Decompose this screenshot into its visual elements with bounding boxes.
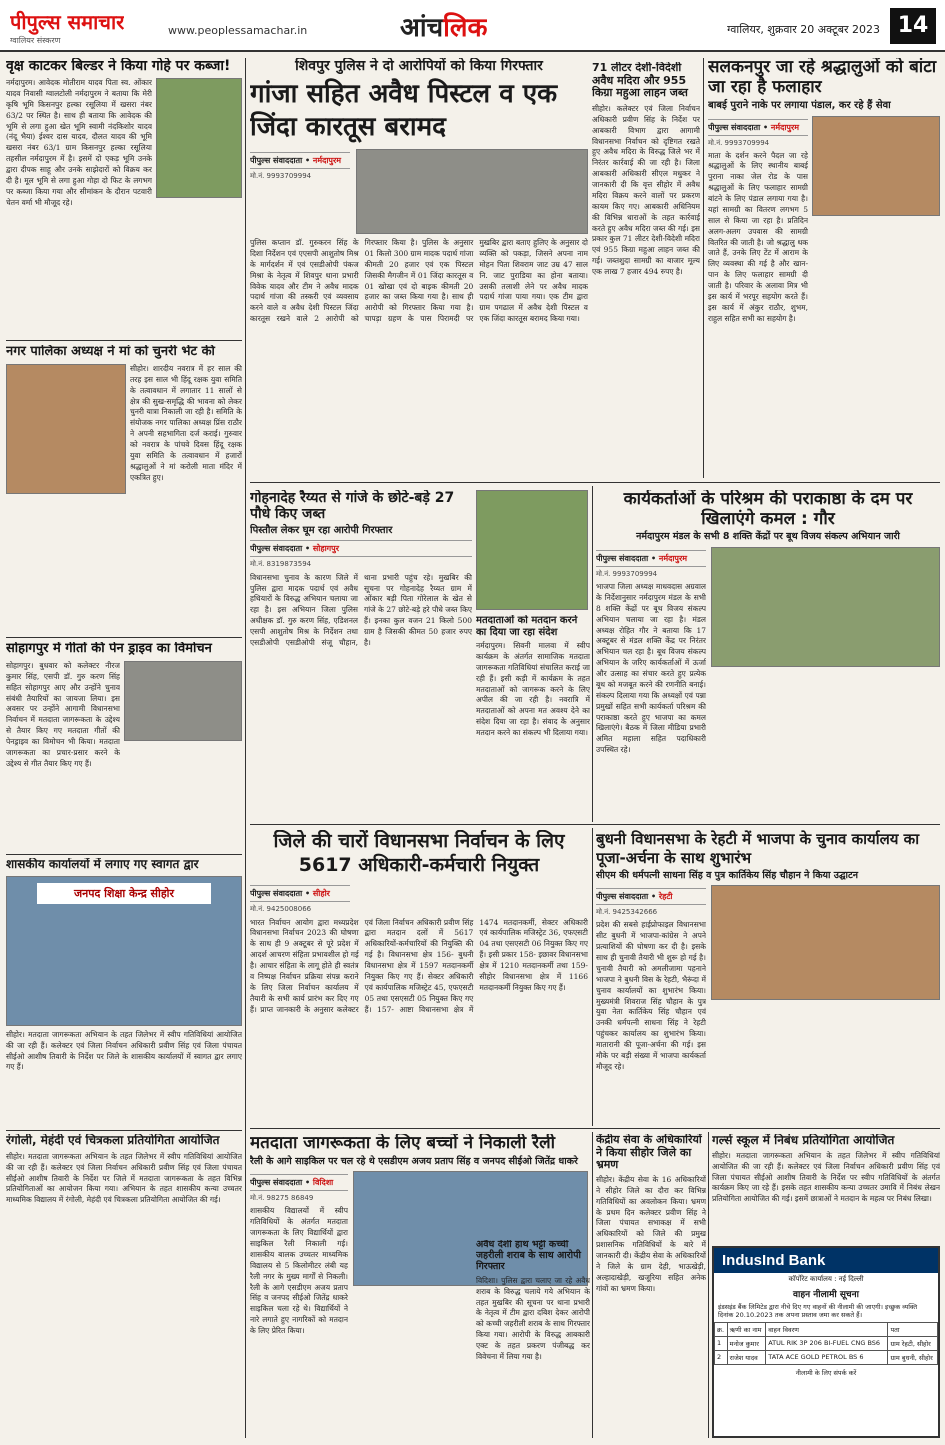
story-body: सीहोर। केंद्रीय सेवा के 16 अधिकारियों ने सीहोर जिले का दौरा कर विभिन्न गतिविधियों का अवलोकन किया। भ्रमण के प्रथम दिन कलेक्टर प्रवीण सिंह ने जिला पंचायत सभाकक्ष में सभी अधिकारियों को जिले की प्रमुख प्रशासनिक गतिविधियों के बारे में जानकारी दी। केंद्रीय सेवा के अधिकारियों ने जिले के ग्राम देही, भाऊखेड़ी, अल्हादाखेड़ी, खजूरिया सहित अनेक गांवों का भ्रमण किया।	[596, 1174, 706, 1293]
procession-photo	[6, 364, 126, 494]
lead-title: गांजा सहित अवैध पिस्टल व एक जिंदा कारतूस बरामद	[250, 79, 558, 142]
story-workers	[596, 490, 940, 822]
story-chunari	[6, 345, 242, 635]
story-title: बुधनी विधानसभा के रेहटी में भाजपा के चुनाव कार्यालय का पूजा-अर्चना के साथ शुभारंभ	[596, 830, 920, 867]
story-essay	[712, 1134, 940, 1244]
divider	[6, 1130, 242, 1131]
story-title: जिले की चारों विधानसभा निर्वाचन के लिए 5617 अधिकारी-कर्मचारी नियुक्त	[273, 830, 565, 876]
story-liquor-seized	[592, 62, 700, 482]
table-row: 2 राजेश यादव TATA ACE GOLD PETROL BS 6 ग्राम बुधनी, सीहोर	[715, 1350, 938, 1364]
story-title: कार्यकर्ताओं के परिश्रम की पराकाष्ठा के दम पर खिलाएंगे कमल : गौर	[623, 490, 913, 529]
mobile-number: मो.नं. 98275 86849	[250, 1194, 314, 1203]
story-pendrive	[6, 642, 242, 852]
story-body: प्रदेश की सबसे हाईप्रोफाइल विधानसभा सीट बुधनी में भाजपा-कांग्रेस ने अपने प्रत्याशियों की घोषणा कर दी है। इसके साथ ही चुनावी तैयारी भी शुरू हो गई है। चुनावी तैयारी को अमलीजामा पहनाने भाजपा ने बुधनी विस के रेहटी, भैरूंदा में चुनाव कार्यालयों का शुभारंभ किया। मुख्यमंत्री शिवराज सिंह चौहान के पुत्र युवा नेता कार्तिकेय सिंह चौहान एवं उनकी धर्मपत्नी साधना सिंह ने रेहटी पहुंचकर कार्यालय का शुभारंभ किया। मातारानी की पूजा-अर्चना की गई। इस मौके पर बड़ी संख्या में भाजपा कार्यकर्ता मौजूद रहे।	[596, 920, 706, 1071]
column-rule	[245, 58, 246, 1438]
story-rangoli	[6, 1134, 242, 1439]
section-title-a: आंच	[400, 13, 444, 43]
story-title: गोहनादेह रैय्यत से गांजे के छोटे-बड़े 27 पौधे किए जब्त	[250, 490, 455, 523]
lead-kicker: शिवपुर पुलिस ने दो आरोपियों को किया गिरफ्तार	[295, 58, 543, 74]
story-body: भारत निर्वाचन आयोग द्वारा मध्यप्रदेश विधानसभा निर्वाचन 2023 की घोषणा के साथ ही 9 अक्टूबर से पूरे प्रदेश में आदर्श आचरण संहिता प्रभावशील हो गई है। आचार संहिता के लागू होते ही स्वतंत्र व निष्पक्ष निर्वाचन प्रक्रिया संपन्न कराने के लिए जिला निर्वाचन कार्यालय में तैयारी के सभी कार्य प्रारंभ कर दिए गए हैं। प्राप्त जानकारी के अनुसार कलेक्टर एवं जिला निर्वाचन अधिकारी प्रवीण सिंह द्वारा मतदान दलों में 5617 अधिकारियों-कर्मचारियों की नियुक्ति की गई है। विधानसभा क्षेत्र 156- बुधनी विधानसभा क्षेत्र में 1597 मतदानकर्मी नियुक्त किए गए हैं। सेक्टर अधिकारी एवं कार्यपालिक मजिस्ट्रेट 45, एफएसटी 05 तथा एसएसटी 05 नियुक्त किए गए हैं। 157- आष्टा विधानसभा क्षेत्र में 1474 मतदानकर्मी, सेक्टर अधिकारी एवं कार्यपालिक मजिस्ट्रेट 36, एफएसटी 04 तथा एसएसटी 06 नियुक्त किए गए हैं। इसी प्रकार 158- इछावर विधानसभा क्षेत्र में 1210 मतदानकर्मी तथा 159- सीहोर विधानसभा क्षेत्र में 1166 मतदानकर्मी नियुक्त किए गए हैं।	[250, 917, 588, 1014]
story-body: सीहोर। मतदाता जागरूकता अभियान के तहत जिलेभर में स्वीप गतिविधियां आयोजित की जा रही हैं। कलेक्टर एवं जिला निर्वाचन अधिकारी प्रवीण सिंह एवं जिला पंचायत सीईओ आशीष तिवारी के निर्देश पर जिले में मतदाता जागरूकता के तहत विभिन्न प्रतियोगिताओं का आयोजन किया गया। अभियान के तहत शासकीय कन्या उच्चतर माध्यमिक विद्यालय में रंगोली, मेहंदी एवं चित्रकला प्रतियोगिता आयोजित की गई।	[6, 1151, 242, 1205]
pandal-photo	[812, 116, 940, 216]
column-rule	[708, 1132, 709, 1438]
officials-photo	[124, 661, 242, 741]
seized-plants-photo	[476, 490, 588, 610]
story-subtitle: सीएम की धर्मपत्नी साधना सिंह व पुत्र कार्तिकेय सिंह चौहान ने किया उद्घाटन	[596, 869, 859, 881]
divider	[250, 824, 940, 825]
bank-branch: कॉर्पोरेट कार्यालय : नई दिल्ली	[788, 1275, 864, 1283]
column-rule	[592, 1132, 593, 1438]
byline: पीपुल्स संवाददाता • सीहोर	[250, 885, 350, 902]
story-body: सीहोर। मतदाता जागरूकता अभियान के तहत जिलेभर में स्वीप गतिविधियां आयोजित की जा रही हैं। कलेक्टर एवं जिला निर्वाचन अधिकारी प्रवीण सिंह एवं जिला पंचायत सीईओ आशीष तिवारी के निर्देश पर जिले के शासकीय कार्यालयों में स्वागत द्वार लगाए गए हैं।	[6, 1029, 242, 1072]
story-title: शासकीय कार्यालयों में लगाए गए स्वागत द्वार	[6, 858, 199, 871]
logo-text: पीपुल्स समाचार	[10, 10, 125, 34]
story-body: नर्मदापुरम। सिवनी मालवा में स्वीप कार्यक्रम के अंतर्गत सामाजिक मतदाता जागरूकता गतिविधियां संचालित कराई जा रही हैं। इसी कड़ी में कार्यक्रम के तहत मतदाताओं को जागरूक करने के लिए अपील की जा रही है। नवरात्रि में मतदाताओं को अपना मत अवश्य देने का संदेश दिया जा रहा है। संवाद के अनुसार मतदान करने का संकल्प भी दिलाया गया।	[476, 641, 590, 737]
lead-story	[250, 58, 588, 478]
story-subtitle: बाबई पुराने नाके पर लगाया पंडाल, कर रहे हैं सेवा	[708, 100, 891, 112]
divider	[250, 482, 940, 483]
logo-subtitle: ग्वालियर संस्करण	[10, 36, 61, 45]
byline: पीपुल्स संवाददाता • नर्मदापुरम	[596, 550, 706, 567]
divider	[6, 340, 242, 341]
story-voters-message	[476, 615, 590, 820]
story-gates	[6, 858, 242, 1128]
page-number: 14	[890, 8, 936, 44]
column-rule	[592, 828, 593, 1126]
byline: पीपुल्स संवाददाता • विदिशा	[250, 1174, 348, 1191]
arrested-accused-photo	[356, 149, 588, 234]
story-body: सीहोर। कलेक्टर एवं जिला निर्वाचन अधिकारी प्रवीण सिंह के निर्देश पर आबकारी विभाग द्वारा आगामी विधानसभा निर्वाचन को दृष्टिगत रखते हुए अवैध मदिरा के विरुद्ध जिले भर में निरंतर कार्रवाई की जा रही है। जिला आबकारी अधिकारी सीएल मधुकर ने जानकारी दी कि वृत्त सीहोर में अवैध मदिरा विक्रय करने वालों पर प्रकरण कायम किए गए। आबकारी अधिनियम की विभिन्न धाराओं के तहत कार्रवाई करते हुए अवैध मदिरा जब्त की गई। इस प्रकार कुल 71 लीटर देशी-विदेशी मदिरा एवं 955 किग्रा महुआ लाहन जब्त की गई। जब्तशुदा सामग्री का बाजार मूल्य एक लाख 7 हजार 494 रुपए है।	[592, 103, 700, 277]
auction-table	[714, 1322, 938, 1365]
story-title: अवैध देशी हाथ भट्टी कच्ची जहरीली शराब के साथ आरोपी गिरफ्तार	[476, 1240, 581, 1272]
mobile-number: मो.नं. 9993709994	[596, 570, 658, 579]
story-title: मतदाताओं को मतदान करने का दिया जा रहा संदेश	[476, 615, 578, 638]
column-rule	[592, 486, 593, 822]
notice-footer: नीलामी के लिए संपर्क करें	[795, 1368, 857, 1377]
story-body: विधानसभा चुनाव के कारण जिले में पुलिस द्वारा मादक पदार्थ एवं अवैध हथियारों के विरुद्ध अभियान चलाया जा रहा है। इस अभियान जिला पुलिस अधीक्षक डॉ. गुरु करण सिंह, एडिशनल एसपी आशुतोष मिश्र के निर्देशन तथा एसडीओपी एसडीओपी संजू चौहान, थाना प्रभारी पहुंच रहे। मुखबिर की सूचना पर गोहनादेह रैय्यत ग्राम में ओंकार बड़ी पिता गोरेलाल के खेत से गांजे के 27 छोटे-बड़े हरे पौधे जब्त किए हैं। इनका कुल वजन 21 किलो 500 ग्राम है जिसकी कीमत 50 हजार रुपए है।	[250, 572, 472, 647]
table-header: क्र. ऋणी का नाम वाहन विवरण पता	[715, 1322, 938, 1336]
byline: पीपुल्स संवाददाता • रेहटी	[596, 888, 706, 905]
story-title: नगर पालिका अध्यक्ष ने मां को चुनरी भेंट की	[6, 345, 215, 359]
mobile-number: मो.नं. 9993709994	[708, 138, 770, 147]
story-body: भाजपा जिला अध्यक्ष माधवदास अग्रवाल के निर्देशानुसार नर्मदापुरम मंडल के सभी 8 शक्ति केंद्रों पर बूथ विजय संकल्प अभियान चलाया जा रहा है। मंडल अध्यक्ष रोहित गौर ने बताया कि 17 अक्टूबर से मंडल शक्ति केंद्र पर निरंतर अभियान चल रहा है। बूथ विजय संकल्प अभियान के जरिए कार्यकर्ताओं में ऊर्जा और उत्साह का संचार करते हुए प्रत्येक बूथ को मजबूत करने की रणनीति बनाई। संकल्प दिलाया गया कि अध्यक्षों एवं पन्ना प्रमुखों सहित सभी कार्यकर्ता परिश्रम की पराकाष्ठा करते हुए भाजपा का कमल खिलाएंगे। बैठक में जिला मीडिया प्रभारी अमित महाला सहित पदाधिकारी उपस्थित रहे।	[596, 582, 706, 755]
story-central-officers	[596, 1134, 706, 1439]
story-body: माता के दर्शन करने पैदल जा रहे श्रद्धालुओं के लिए स्थानीय बाबई पुराना नाका जेल रोड के पास श्रद्धालुओं के लिए फलाहार सामग्री बांटने के लिए पंडाल लगाया गया है। यहां सामग्री का वितरण लगभग 5 साल से किया जा रहा है। प्रतिदिन अलग-अलग उपवास की सामग्री वितरित की जाती है। जो श्रद्धालु थक जाते हैं, उनके लिए टेंट में आराम के लिए व्यवस्था की गई है और खान-पान के लिए फलाहार सामग्री दी जाती है। परिवार के अलावा मित्र भी इस कार्य में भरपूर सहयोग करते हैं। इस कार्य में अंकुर राठौर, शुभम, राहुल सहित सभी का सहयोग है।	[708, 150, 808, 323]
mobile-number: मो.नं. 9993709994	[250, 172, 312, 181]
story-title: मतदाता जागरूकता के लिए बच्चों ने निकाली रैली	[250, 1134, 555, 1153]
story-title: रंगोली, मेहंदी एवं चित्रकला प्रतियोगिता आयोजित	[6, 1134, 220, 1147]
column-rule	[703, 58, 704, 478]
story-title: सोहागपुर में गीतों की पेन ड्राइव का विमोचन	[6, 642, 212, 656]
divider	[6, 637, 242, 638]
section-title	[400, 8, 487, 44]
lead-body: पुलिस कप्तान डॉ. गुरुकरन सिंह के दिशा निर्देशन एवं एएसपी आशुतोष मिश्र के मार्गदर्शन में एवं एसडीओपी पंकज मिश्रा के नेतृत्व में शिवपुर थाना प्रभारी विवेक यादव और टीम ने अवैध मादक पदार्थ गांजा की तस्करी एवं व्यवसाय करने वाले व अवैध देशी पिस्टल जिंदा कारतूस रखने वाले 2 आरोपी को गिरफ्तार किया है। पुलिस के अनुसार 01 किलो 300 ग्राम मादक पदार्थ गांजा कीमती 20 हजार एवं एक पिस्टल जिसकी मैगजीन में 01 जिंदा कारतूस व 01 खोखा एवं दो बाइक कीमती 20 हजार का जब्त किया गया है। साथ ही आरोपी को गिरफ्तार किया गया है। चापड़ा ग्रहण के पास पिरामदी पर मुखबिर द्वारा बताए हुलिए के अनुसार दो व्यक्ति को पकड़ा, जिसने अपना नाम मोहन पिता शिवराम जाट उम्र 47 साल नि. जाट पुराडिया का होना बताया। उसकी तलाशी लेने पर अवैध मादक पदार्थ गांजा पाया गया। एक टीम द्वारा ग्राम पगढाल में अवैध देशी पिस्टल व एक जिंदा कारतूस बरामद किया गया।	[250, 238, 588, 324]
divider	[6, 854, 242, 855]
story-body: सीहोर। मतदाता जागरूकता अभियान के तहत जिलेभर में स्वीप गतिविधियां आयोजित की जा रही हैं। कलेक्टर एवं जिला निर्वाचन अधिकारी प्रवीण सिंह एवं जिला पंचायत सीईओ आशीष तिवारी के निर्देश पर स्वीप गतिविधियों के अंतर्गत कार्यक्रम किए जा रहे हैं। इसके तहत शासकीय कन्या उच्चतर उमावि में निबंध लेखन प्रतियोगिता आयोजित की गई। इसमें छात्राओं ने मतदान के महत्व पर निबंध लिखा।	[712, 1150, 940, 1204]
story-salkanpur	[708, 58, 940, 478]
story-title: सलकनपुर जा रहे श्रद्धालुओं को बांटा जा रहा है फलाहार	[708, 58, 937, 97]
story-body: नर्मदापुरम। आवेदक मोतीराम यादव पिता स्व. ओंकार यादव निवासी ग्वालटोली नर्मदापुरम ने बताया कि मेरी कृषि भूमि किसनपुर हल्का रसूलिया में खसरा नंबर 63/2 पर स्थित है। साथ ही बताया कि आवेदक की भूमि से लगा हुआ खेत भूमि स्वामी नंदकिशोर यादव (नंदू भैया) ईश्वर दास यादव, दौलत यादव की भूमि खसरा नंबर 63/1 ग्राम किसनपुर हल्का रसूलिया तहसील नर्मदापुरम में है। इसमें दो एकड़ भूमि उनके द्वारा दीपक साहू और उनके साझेदारों को विक्रय कर दी है। मूल भूमि से लगा हुआ गोहा दो फिट के लगभग पर कब्जा किया गया और सीमांकन के दौरान पटवारी चेतन वर्मा भी मौजूद रहे।	[6, 78, 152, 207]
story-title: वृक्ष काटकर बिल्डर ने किया गोहे पर कब्जा!	[6, 58, 231, 74]
mobile-number: मो.नं. 9425342666	[596, 908, 658, 917]
divider	[250, 1128, 940, 1129]
tree-photo	[156, 78, 242, 198]
story-title: 71 लीटर देशी-विदेशी अवैध मदिरा और 955 किग्रा महुआ लाहन जब्त	[592, 62, 688, 100]
story-subtitle: रैली के आगे साइकिल पर चल रहे थे एसडीएम अजय प्रताप सिंह व जनपद सीईओ जितेंद्र धाकरे	[250, 1155, 578, 1167]
bank-advertisement	[712, 1246, 940, 1438]
story-title: केंद्रीय सेवा के अधिकारियों ने किया सीहोर जिले का भ्रमण	[596, 1134, 702, 1172]
newspaper-logo	[10, 8, 124, 46]
story-body: विदिशा। पुलिस द्वारा चलाए जा रहे अवैध शराब के विरुद्ध चलाये गये अभियान के तहत मुखबिर की सूचना पर थाना प्रभारी के नेतृत्व में टीम द्वारा दबिश देकर आरोपी को कच्ची जहरीली शराब के साथ गिरफ्तार किया गया। आरोपी के विरुद्ध आबकारी एक्ट के तहत प्रकरण पंजीबद्ध कर विवेचना में लिया गया है।	[476, 1275, 590, 1361]
table-row: 1 मनोज कुमार ATUL RIK 3P 206 BI-FUEL CNG BS6 ग्राम रेहटी, सीहोर	[715, 1336, 938, 1350]
section-title-b: लिक	[443, 13, 488, 43]
story-officials	[250, 830, 588, 1125]
gate-banner: जनपद शिक्षा केन्द्र सीहोर	[37, 883, 211, 904]
mobile-number: मो.नं. 9425008066	[250, 904, 312, 913]
website-link[interactable]: www.peoplessamachar.in	[168, 24, 308, 37]
story-liquor-arrest	[476, 1240, 590, 1438]
story-title: गर्ल्स स्कूल में निबंध प्रतियोगिता आयोजित	[712, 1134, 895, 1147]
story-body: सीहोर। शारदीय नवरात्र में हर साल की तरह इस साल भी हिंदू रक्षक युवा समिति के तत्वावधान में लगातार 11 सालों से क्षेत्र की सुख-समृद्धि की भावना को लेकर चुनरी यात्रा निकाली जा रही है। समिति के संयोजक नगर पालिका अध्यक्ष प्रिंस राठौर ने अपनी सहभागिता दर्ज कराई। गुरुवार को नवरात्र के पांचवे दिवस हिंदू रक्षक युवा समिति के तत्वावधान में हजारों श्रद्धालुओं ने मां करोली माता मंदिर में एकत्रित हुए।	[130, 363, 242, 482]
story-builder	[6, 58, 242, 338]
bank-name: IndusInd Bank	[714, 1248, 938, 1273]
story-subtitle: पिस्तौल लेकर घूम रहा आरोपी गिरफ्तार	[250, 525, 393, 537]
byline: पीपुल्स संवाददाता • नर्मदापुरम	[708, 119, 808, 136]
story-body: शासकीय विद्यालयों में स्वीप गतिविधियों के अंतर्गत मतदाता जागरूकता के लिए विद्यार्थियों द्वारा साइकिल रैली निकाली गई। शासकीय बालक उच्चतर माध्यमिक विद्यालय से 5 किलोमीटर लंबी यह रैली नगर के मुख्य मार्गों से निकली। रैली के आगे एसडीएम अजय प्रताप सिंह व जनपद सीईओ जितेंद्र धाकरे साइकिल चला रहे थे। विद्यार्थियों ने नारे लगाते हुए नागरिकों को मतदान के लिए प्रेरित किया।	[250, 1206, 348, 1336]
mobile-number: मो.नं. 8319873594	[250, 559, 312, 568]
story-budhni	[596, 830, 940, 1126]
notice-title: वाहन नीलामी सूचना	[793, 1290, 859, 1300]
story-ganja-plants	[250, 490, 472, 820]
gate-photo	[6, 876, 242, 1026]
byline: पीपुल्स संवाददाता • सोहागपुर	[250, 540, 472, 557]
story-subtitle: नर्मदापुरम मंडल के सभी 8 शक्ति केंद्रों पर बूथ विजय संकल्प अभियान जारी	[636, 531, 900, 543]
story-body: सोहागपुर। बुधवार को कलेक्टर नीरज कुमार सिंह, एसपी डॉ. गुरु करण सिंह सहित सोहागपुर आए और उन्होंने चुनाव संबंधी तैयारियों का जायजा लिया। इस अवसर पर उन्होंने आगामी विधानसभा निर्वाचन में मतदाता जागरूकता के उद्देश्य से तैयार किए गए मतदाता गीतों की पेनड्राइव का विमोचन भी किया। मतदाता जागरूकता का प्रचार-प्रसार करने के उद्देश्य से गीत तैयार किए गए हैं।	[6, 660, 120, 768]
notice-text: इंडसइंड बैंक लिमिटेड द्वारा नीचे दिए गए वाहनों की नीलामी की जाएगी। इच्छुक व्यक्ति दिनांक 20.10.2023 तक अपना प्रस्ताव जमा कर सकते हैं।	[718, 1303, 918, 1320]
workers-rally-photo	[711, 547, 940, 667]
byline: पीपुल्स संवाददाता • नर्मदापुरम	[250, 152, 350, 169]
dateline: ग्वालियर, शुक्रवार 20 अक्टूबर 2023	[727, 23, 880, 36]
puja-photo	[711, 885, 940, 1000]
